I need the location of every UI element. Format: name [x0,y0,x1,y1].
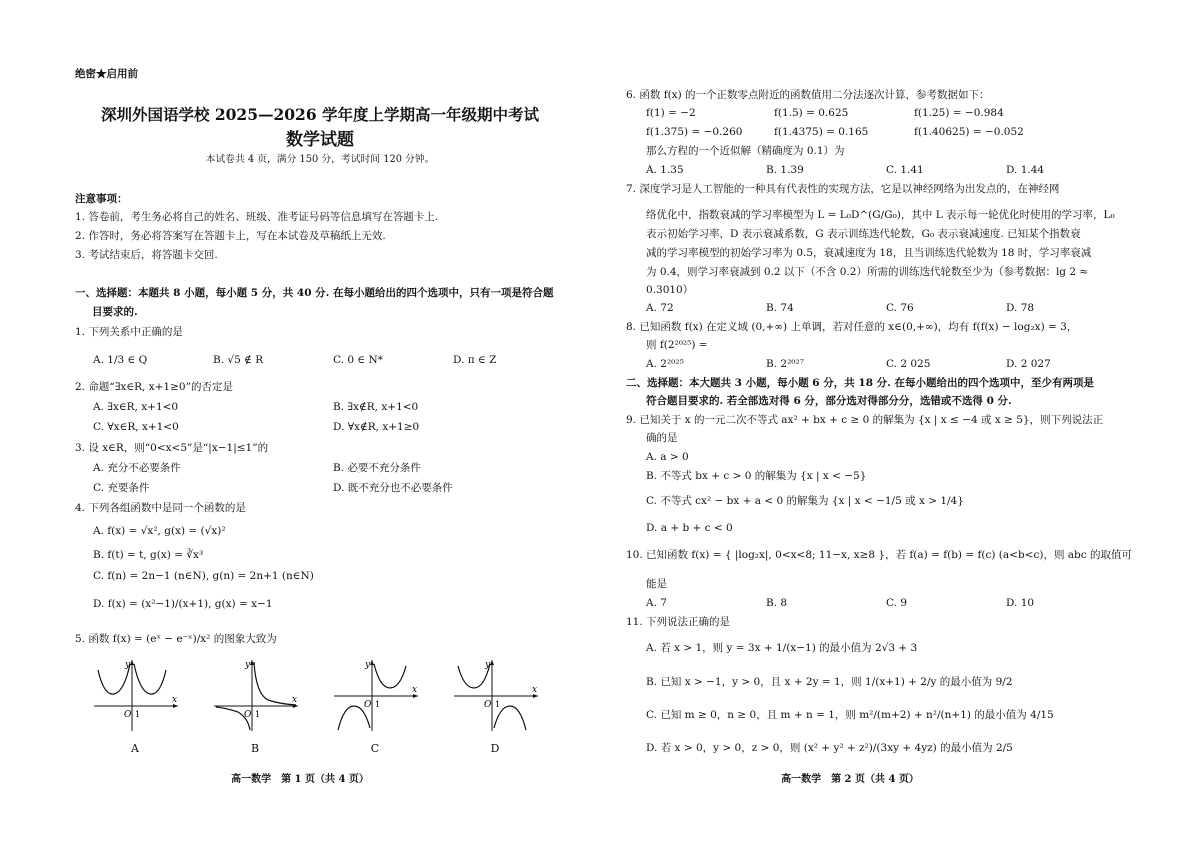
q4-option-b: B. f(t) = t, g(x) = ∛x³ [93,549,204,561]
notice-title: 注意事项： [75,193,128,205]
q6-option-a: A. 1.35 [646,164,684,176]
question-8-line: 8. 已知函数 f(x) 在定义域 (0,+∞) 上单调，若对任意的 x∈(0,+∞)，均有 f(f(x) − log₂x) = 3， [626,321,1078,333]
svg-text:y: y [125,660,131,670]
q3-option-d: D. 既不充分也不必要条件 [333,482,453,494]
question-5-stem: 5. 函数 f(x) = (eˣ − e⁻ˣ)/x² 的图象大致为 [75,633,277,645]
q10-option-c: C. 9 [886,597,908,609]
secret-label: 绝密★启用前 [75,68,138,80]
q1-option-a: A. 1/3 ∈ Q [93,354,148,366]
graph-c [332,658,422,733]
svg-text:x: x [172,695,178,705]
svg-text:O: O [364,700,372,710]
graph-d [452,658,542,733]
q8-option-a: A. 2²⁰²⁵ [646,358,684,370]
q8-option-d: D. 2 027 [1006,358,1051,370]
question-2-stem: 2. 命题“∃x∈R, x+1≥0”的否定是 [75,381,233,393]
q3-option-a: A. 充分不必要条件 [93,462,181,474]
svg-text:O: O [244,710,252,720]
q9-option-b: B. 不等式 bx + c > 0 的解集为 {x | x < −5} [646,470,867,482]
q2-option-b: B. ∃x∉R, x+1<0 [333,401,419,413]
question-10-line: 能是 [646,578,667,590]
q3-option-c: C. 充要条件 [93,482,150,494]
q1-option-b: B. √5 ∉ R [213,354,264,366]
q2-option-c: C. ∀x∈R, x+1<0 [93,421,179,433]
q11-option-b: B. 已知 x > −1，y > 0，且 x + 2y = 1，则 1/(x+1) + 2/y 的最小值为 9/2 [646,676,1013,688]
question-3-stem: 3. 设 x∈R，则“0<x<5”是“|x−1|≤1”的 [75,442,269,454]
question-7-line: 络优化中，指数衰减的学习率模型为 L = L₀D^(G/G₀)，其中 L 表示每一轮优化时使用的学习率，L₀ [646,209,1115,221]
q7-option-d: D. 78 [1006,302,1035,314]
page-1-footer: 高一数学 第 1 页（共 4 页） [231,774,369,785]
q10-option-a: A. 7 [646,597,667,609]
graph-d-label: D [490,742,500,755]
question-11-stem: 11. 下列说法正确的是 [626,616,731,628]
q6-option-d: D. 1.44 [1006,164,1045,176]
q9-option-a: A. a > 0 [646,451,689,463]
svg-text:1: 1 [495,700,501,709]
notice-item: 2. 作答时，务必将答案写在答题卡上，写在本试卷及草稿纸上无效. [75,230,386,242]
question-7-line: 7. 深度学习是人工智能的一种具有代表性的实现方法，它是以神经网络为出发点的，在神经网 [626,183,1060,195]
svg-text:y: y [485,660,491,670]
section-1-heading: 一、选择题：本题共 8 小题，每小题 5 分，共 40 分. 在每小题给出的四个选项中，只有一项是符合题 [75,287,554,299]
exam-title: 深圳外国语学校 2025—2026 学年度上学期高一年级期中考试 [100,105,540,124]
section-2-heading: 符合题目要求的. 若全部选对得 6 分，部分选对得部分分，选错或不选得 0 分. [646,395,1012,407]
question-1-stem: 1. 下列关系中正确的是 [75,326,183,338]
q6-data: f(1.25) = −0.984 [914,107,1004,119]
page-2 [600,0,1200,849]
q7-option-b: B. 74 [766,302,794,314]
page-2-footer: 高一数学 第 2 页（共 4 页） [781,774,919,785]
graph-b-label: B [250,742,260,755]
q11-option-c: C. 已知 m ≥ 0，n ≥ 0，且 m + n = 1，则 m²/(m+2) + n²/(n+1) 的最小值为 4/15 [646,709,1054,721]
svg-text:y: y [365,660,371,670]
q6-data: f(1) = −2 [646,107,696,119]
q11-option-a: A. 若 x > 1，则 y = 3x + 1/(x−1) 的最小值为 2√3 + 3 [646,642,918,654]
q6-data: f(1.4375) = 0.165 [774,126,869,138]
q7-option-a: A. 72 [646,302,674,314]
q1-option-d: D. π ∈ Z [453,354,497,366]
q4-option-d: D. f(x) = (x²−1)/(x+1), g(x) = x−1 [93,598,273,610]
q6-option-c: C. 1.41 [886,164,924,176]
q10-option-b: B. 8 [766,597,788,609]
exam-subtitle: 数学试题 [286,130,354,150]
question-9-line: 确的是 [646,432,678,444]
section-2-heading: 二、选择题：本大题共 3 小题，每小题 6 分，共 18 分. 在每小题给出的四个选项中，至少有两项是 [626,377,1094,389]
svg-text:x: x [292,695,298,705]
q9-option-c: C. 不等式 cx² − bx + a < 0 的解集为 {x | x < −1/5 或 x > 1/4} [646,495,964,507]
q6-tail: 那么方程的一个近似解（精确度为 0.1）为 [646,145,845,157]
q8-option-c: C. 2 025 [886,358,931,370]
svg-text:x: x [532,685,538,695]
q6-data: f(1.40625) = −0.052 [914,126,1024,138]
graph-a [92,658,182,733]
graph-c-label: C [370,742,380,755]
question-7-line: 为 0.4，则学习率衰减到 0.2 以下（不含 0.2）所需的训练迭代轮数至少为（参考数据：lg 2 ≈ [646,266,1089,278]
q4-option-c: C. f(n) = 2n−1 (n∈N), g(n) = 2n+1 (n∈N) [93,570,314,582]
q2-option-d: D. ∀x∉R, x+1≥0 [333,421,420,433]
q7-option-c: C. 76 [886,302,914,314]
svg-text:x: x [412,685,418,695]
svg-text:O: O [124,710,132,720]
question-9-line: 9. 已知关于 x 的一元二次不等式 ax² + bx + c ≥ 0 的解集为 {x | x ≤ −4 或 x ≥ 5}，则下列说法正 [626,414,1104,426]
notice-item: 3. 考试结束后，将答题卡交回. [75,249,218,261]
q6-data: f(1.5) = 0.625 [774,107,849,119]
section-1-heading: 目要求的. [92,306,138,318]
graph-b [212,658,302,733]
svg-text:1: 1 [255,710,261,719]
question-4-stem: 4. 下列各组函数中是同一个函数的是 [75,502,246,514]
notice-item: 1. 答卷前，考生务必将自己的姓名、班级、准考证号码等信息填写在答题卡上. [75,211,439,223]
graph-a-label: A [131,742,139,755]
question-10-line: 10. 已知函数 f(x) = { |log₂x|, 0<x<8; 11−x, x≥8 }，若 f(a) = f(b) = f(c) (a<b<c)，则 abc 的取值可 [626,549,1132,561]
question-7-line: 0.3010） [646,284,694,296]
svg-text:O: O [484,700,492,710]
svg-text:1: 1 [135,710,141,719]
q2-option-a: A. ∃x∈R, x+1<0 [93,401,179,413]
q6-option-b: B. 1.39 [766,164,804,176]
q6-data: f(1.375) = −0.260 [646,126,743,138]
question-7-line: 表示初始学习率，D 表示衰减系数，G 表示训练迭代轮数，G₀ 表示衰减速度. 已知某个指数衰 [646,228,1081,240]
question-8-line: 则 f(2²⁰²⁵) = [646,339,708,351]
q8-option-b: B. 2²⁰²⁷ [766,358,804,370]
q1-option-c: C. 0 ∈ N* [333,354,383,366]
q9-option-d: D. a + b + c < 0 [646,522,733,534]
q10-option-d: D. 10 [1006,597,1035,609]
svg-text:1: 1 [375,700,381,709]
q11-option-d: D. 若 x > 0，y > 0，z > 0，则 (x² + y² + z²)/(3xy + 4yz) 的最小值为 2/5 [646,742,1013,754]
svg-text:y: y [245,660,251,670]
exam-info: 本试卷共 4 页，满分 150 分，考试时间 120 分钟。 [205,154,435,165]
q3-option-b: B. 必要不充分条件 [333,462,421,474]
question-7-line: 减的学习率模型的初始学习率为 0.5，衰减速度为 18，且当训练迭代轮数为 18 时，学习率衰减 [646,247,1092,259]
question-6-stem: 6. 函数 f(x) 的一个正数零点附近的函数值用二分法逐次计算，参考数据如下： [626,89,990,101]
q4-option-a: A. f(x) = √x², g(x) = (√x)² [93,525,226,537]
